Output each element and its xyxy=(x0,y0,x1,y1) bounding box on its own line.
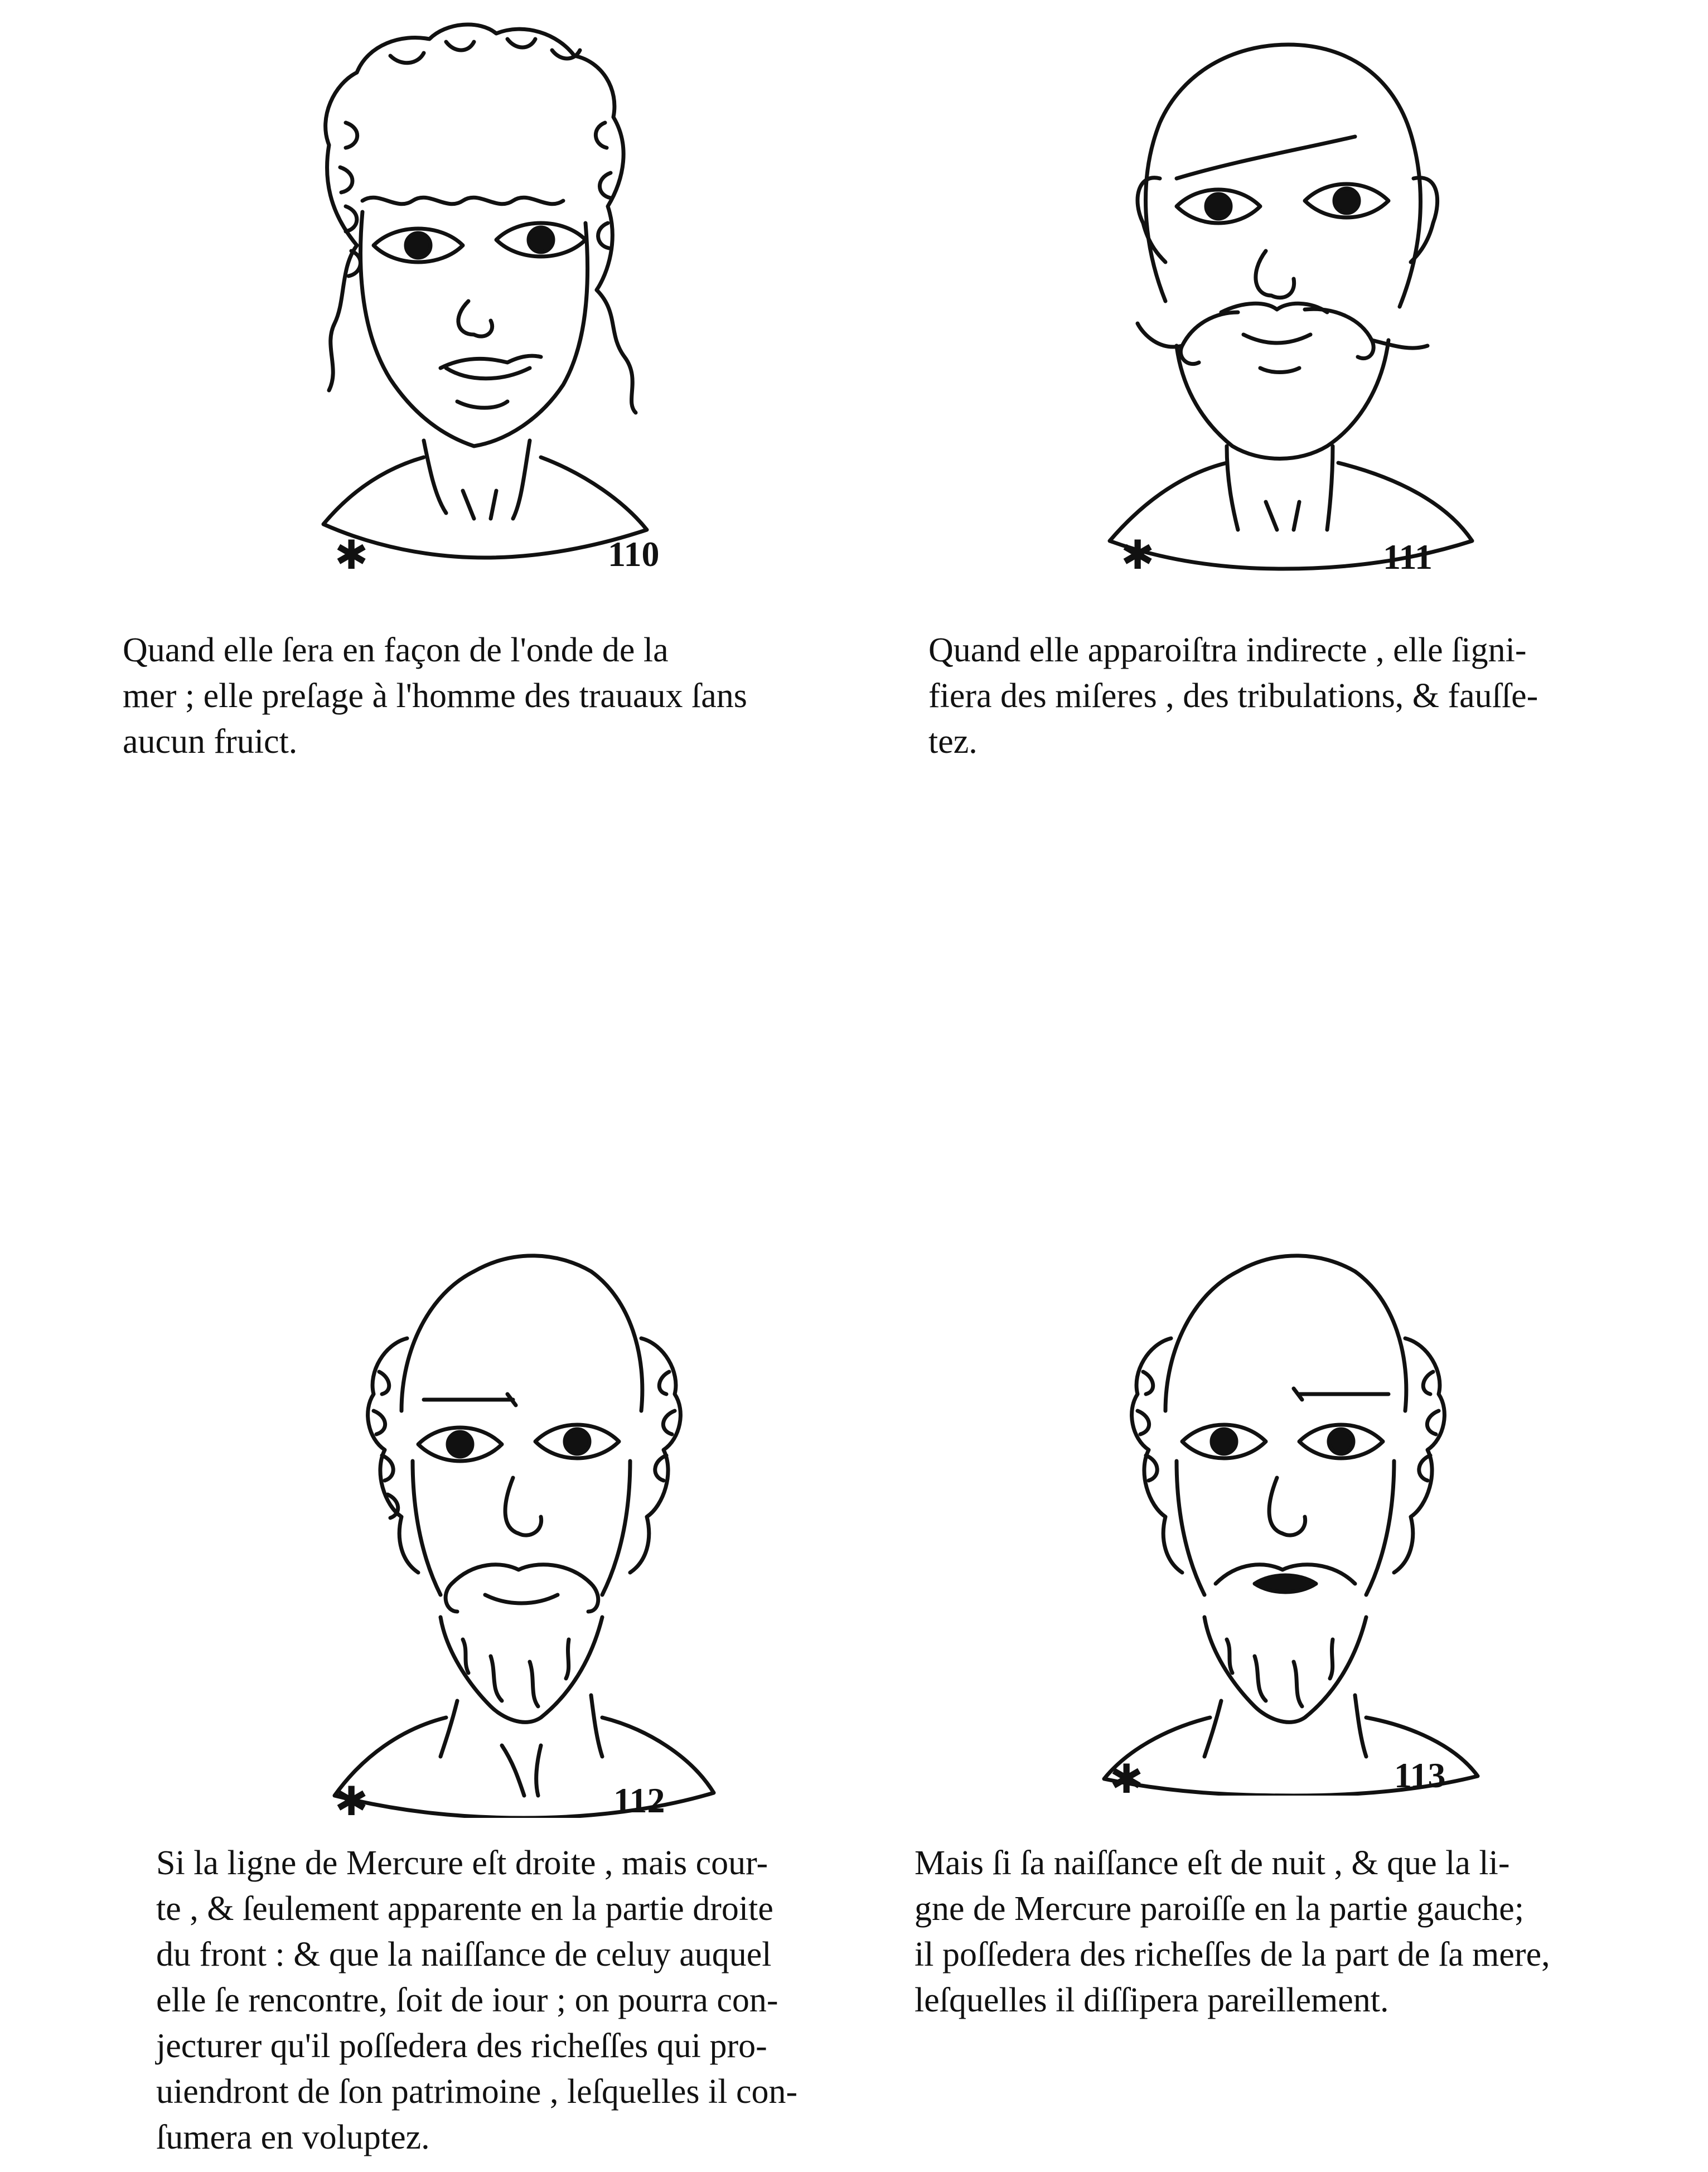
caption-113-line: leſquelles il diſſipera pareillement. xyxy=(915,1981,1389,2019)
portrait-112 xyxy=(290,1227,747,1818)
woodcut-face-bald-mustache-icon xyxy=(1048,11,1517,574)
caption-112-line: ſumera en voluptez. xyxy=(156,2118,430,2156)
portrait-111 xyxy=(1048,11,1517,574)
caption-111-line: fiera des miſeres , des tribulations, & fauſſe- xyxy=(928,677,1538,715)
woodcut-face-bearded-man-icon xyxy=(290,1227,747,1818)
caption-111-line: Quand elle apparoiſtra indirecte , elle ſigni- xyxy=(928,631,1527,669)
figure-number-110: 110 xyxy=(608,534,660,574)
figure-marker-112: ✱ xyxy=(335,1778,369,1818)
caption-112-line: Si la ligne de Mercure eſt droite , mais cour- xyxy=(156,1844,768,1882)
caption-112-line: du front : & que la naiſſance de celuy auquel xyxy=(156,1936,772,1973)
caption-112-line: uiendront de ſon patrimoine , leſquelles il con- xyxy=(156,2073,798,2111)
caption-112-line: elle ſe rencontre, ſoit de iour ; on pourra con- xyxy=(156,1981,778,2019)
figure-marker-111: ✱ xyxy=(1121,531,1155,574)
woodcut-face-bearded-man-icon xyxy=(1059,1227,1517,1796)
caption-111 xyxy=(928,627,1648,765)
caption-110-line: mer ; elle preſage à l'homme des trauaux ſans xyxy=(123,677,747,715)
caption-112 xyxy=(156,1840,875,2160)
figure-marker-110: ✱ xyxy=(335,531,369,574)
figure-number-111: 111 xyxy=(1383,537,1433,574)
caption-112-line: jecturer qu'il poſſedera des richeſſes qui pro- xyxy=(156,2027,767,2065)
caption-112-line: te , & ſeulement apparente en la partie droite xyxy=(156,1890,773,1928)
caption-110-line: aucun fruict. xyxy=(123,723,298,761)
caption-113-line: gne de Mercure paroiſſe en la partie gauche; xyxy=(915,1890,1525,1928)
portrait-110 xyxy=(262,11,708,574)
caption-113 xyxy=(915,1840,1651,2023)
figure-number-112: 112 xyxy=(613,1781,665,1818)
caption-110 xyxy=(123,627,842,765)
woodcut-face-curly-hair-icon xyxy=(262,11,708,574)
caption-111-line: tez. xyxy=(928,723,978,761)
figure-number-113: 113 xyxy=(1394,1755,1446,1795)
figure-marker-113: ✱ xyxy=(1110,1755,1144,1796)
caption-110-line: Quand elle ſera en façon de l'onde de la xyxy=(123,631,669,669)
caption-113-line: Mais ſi ſa naiſſance eſt de nuit , & que la li- xyxy=(915,1844,1510,1882)
caption-113-line: il poſſedera des richeſſes de la part de ſa mere, xyxy=(915,1936,1550,1973)
portrait-113 xyxy=(1059,1227,1517,1796)
